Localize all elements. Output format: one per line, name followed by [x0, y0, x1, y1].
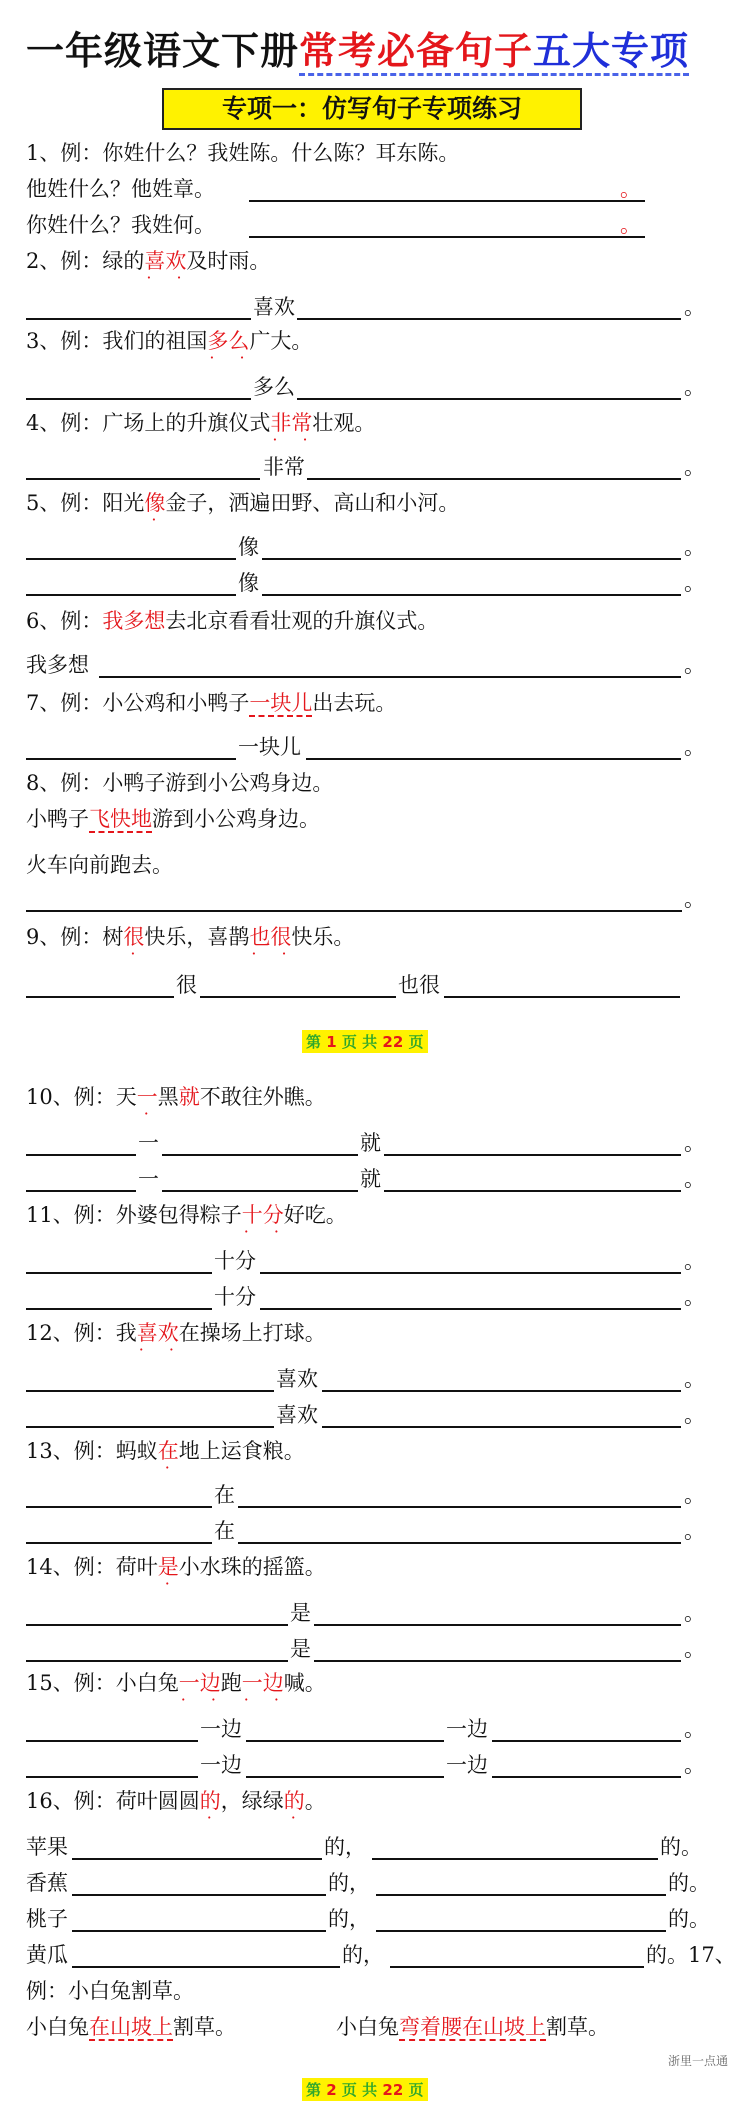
q9-blank-b[interactable]	[200, 996, 396, 998]
footer1-a: 第	[306, 1033, 322, 1051]
q3-prompt	[26, 328, 312, 354]
q10-blank-1b[interactable]	[162, 1154, 358, 1156]
q6-pre: 6、例：	[26, 609, 103, 633]
q15-blank-2a[interactable]	[26, 1776, 198, 1778]
q14-blank-2b[interactable]	[314, 1660, 681, 1662]
q17-a-post: 割草。	[173, 2015, 236, 2039]
q15-blank-1c[interactable]	[492, 1740, 681, 1742]
q1-line1-text: 他姓什么？他姓章。	[26, 177, 215, 201]
q3-pre: 3、例：我们的祖国	[26, 329, 208, 353]
q17-b-post: 割草。	[546, 2015, 609, 2039]
q11-post: 好吃。	[283, 1203, 347, 1227]
q4-prompt	[26, 410, 375, 436]
q11-key: 十分 · ·	[242, 1203, 284, 1227]
q12-blank-1a[interactable]	[26, 1390, 274, 1392]
q8-example	[26, 806, 320, 832]
q10-prompt	[26, 1084, 326, 1110]
q16-blank-2a[interactable]	[72, 1894, 326, 1896]
q8-ex-key: 飞快地	[89, 807, 152, 831]
q17-example-a	[26, 2014, 236, 2040]
footer1-c: 页	[408, 1033, 424, 1051]
q12-pre: 12、例：我	[26, 1321, 137, 1345]
q10-post: 不敢往外瞧。	[199, 1085, 326, 1109]
q5-period-1: 。	[684, 535, 705, 559]
q8-blank[interactable]	[26, 910, 682, 912]
q10-blank-1a[interactable]	[26, 1154, 136, 1156]
q11-period-1: 。	[684, 1249, 705, 1273]
q13-blank-1b[interactable]	[238, 1506, 681, 1508]
q10-mid: 黑	[157, 1085, 179, 1109]
q6-prompt	[26, 608, 438, 634]
q7-key: 一块儿	[249, 691, 313, 715]
q15-post: 喊。	[283, 1671, 326, 1695]
q1-answer-line-1[interactable]	[249, 200, 645, 202]
q16-end-2: 的。	[668, 1871, 710, 1895]
footer2-a: 第	[306, 2081, 322, 2099]
q9-key1: 很	[123, 925, 145, 949]
q11-blank-2a[interactable]	[26, 1308, 212, 1310]
q16-item-4: 黄瓜	[26, 1943, 68, 1967]
q14-blank-1b[interactable]	[314, 1624, 681, 1626]
q11-pre: 11、例：外婆包得粽子	[26, 1203, 242, 1227]
q15-word-1b: 一边	[446, 1717, 488, 1741]
q14-period-1: 。	[684, 1601, 705, 1625]
q12-blank-1b[interactable]	[322, 1390, 681, 1392]
q16-mid: ，绿绿	[220, 1789, 284, 1813]
page-title	[26, 20, 689, 75]
q12-blank-2a[interactable]	[26, 1426, 274, 1428]
q13-blank-2b[interactable]	[238, 1542, 681, 1544]
q13-prompt	[26, 1438, 305, 1464]
q10-word2-1: 就	[360, 1131, 381, 1155]
q14-prompt	[26, 1554, 326, 1580]
q9-mid: 快乐，喜鹊	[144, 925, 250, 949]
q16-de-2: 的，	[328, 1871, 370, 1895]
q17-example-b	[336, 2014, 609, 2040]
footer2-total: 22	[382, 2081, 404, 2099]
q10-word1-1: 一	[138, 1131, 159, 1155]
q13-period-1: 。	[684, 1483, 705, 1507]
q2-blank-a[interactable]	[26, 318, 251, 320]
q16-blank-1a[interactable]	[72, 1858, 322, 1860]
q5-prompt	[26, 490, 459, 516]
q12-key: 喜欢 · ·	[137, 1321, 179, 1345]
q16-end-1: 的。	[660, 1835, 702, 1859]
q16-pre: 16、例：荷叶圆圆	[26, 1789, 200, 1813]
q14-word-1: 是	[290, 1601, 311, 1625]
q16-blank-1b[interactable]	[372, 1858, 658, 1860]
q13-word-2: 在	[214, 1519, 235, 1543]
q4-word: 非常	[263, 455, 305, 479]
q14-blank-2a[interactable]	[26, 1660, 288, 1662]
q3-post: 广大。	[249, 329, 313, 353]
q4-blank-a[interactable]	[26, 478, 260, 480]
q3-period: 。	[684, 375, 705, 399]
q1-prompt: 1、例：你姓什么？我姓陈。什么陈？耳东陈。	[26, 141, 460, 165]
q7-period: 。	[684, 735, 705, 759]
q16-end-3: 的。	[668, 1907, 710, 1931]
q10-period-1: 。	[684, 1131, 705, 1155]
q6-blank[interactable]	[99, 676, 681, 678]
q15-word-2b: 一边	[446, 1753, 488, 1777]
q2-prompt	[26, 248, 270, 274]
q11-blank-2b[interactable]	[260, 1308, 681, 1310]
q15-word-2a: 一边	[200, 1753, 242, 1777]
q16-blank-3b[interactable]	[376, 1930, 666, 1932]
q12-period-2: 。	[684, 1403, 705, 1427]
q4-pre: 4、例：广场上的升旗仪式	[26, 411, 271, 435]
q16-blank-4a[interactable]	[72, 1966, 340, 1968]
q7-pre: 7、例：小公鸡和小鸭子	[26, 691, 250, 715]
footer2-b: 页 共	[341, 2081, 378, 2099]
q10-key2: 就	[178, 1085, 200, 1109]
q8-ex-pre: 小鸭子	[26, 807, 89, 831]
title-part-five: 五大专项	[533, 29, 689, 76]
q9-blank-c[interactable]	[444, 996, 680, 998]
section-banner: 专项一：仿写句子专项练习	[162, 88, 582, 130]
q13-key: 在	[157, 1439, 179, 1463]
q15-word-1a: 一边	[200, 1717, 242, 1741]
q6-period: 。	[684, 653, 705, 677]
q16-prompt	[26, 1788, 326, 1814]
q10-key1: 一	[136, 1085, 158, 1109]
q5-word-1: 像	[238, 535, 259, 559]
q11-prompt	[26, 1202, 347, 1228]
page-footer-1	[302, 1030, 428, 1053]
q4-blank-b[interactable]	[307, 478, 681, 480]
q15-blank-1b[interactable]	[246, 1740, 444, 1742]
q7-word: 一块儿	[238, 735, 301, 759]
q1-line2-period: 。	[620, 213, 641, 237]
q10-period-2: 。	[684, 1167, 705, 1191]
q16-blank-4b[interactable]	[390, 1966, 644, 1968]
q1-line1-period: 。	[620, 177, 641, 201]
q8-prompt: 8、例：小鸭子游到小公鸡身边。	[26, 771, 334, 795]
q13-post: 地上运食粮。	[178, 1439, 305, 1463]
q8-task: 火车向前跑去。	[26, 853, 173, 877]
q16-de-3: 的，	[328, 1907, 370, 1931]
q6-key: 我多想	[102, 609, 166, 633]
q10-blank-2a[interactable]	[26, 1190, 136, 1192]
q7-blank-b[interactable]	[306, 758, 681, 760]
q2-pre: 2、例：绿的	[26, 249, 145, 273]
q9-blank-a[interactable]	[26, 996, 174, 998]
q5-key: 像	[144, 491, 166, 515]
q10-blank-2b[interactable]	[162, 1190, 358, 1192]
q17-prompt: 例：小白兔割草。	[26, 1979, 194, 2003]
q15-period-2: 。	[684, 1753, 705, 1777]
q15-blank-2c[interactable]	[492, 1776, 681, 1778]
q10-pre: 10、例：天	[26, 1085, 137, 1109]
q12-prompt	[26, 1320, 326, 1346]
q12-period-1: 。	[684, 1367, 705, 1391]
q4-key: 非常 · ·	[270, 411, 312, 435]
q14-pre: 14、例：荷叶	[26, 1555, 158, 1579]
q16-end-4-de: 的。	[646, 1943, 688, 1967]
q15-mid: 跑	[220, 1671, 242, 1695]
q15-key1: 一边 · ·	[179, 1671, 221, 1695]
q16-end-4	[646, 1942, 736, 1968]
q14-key: 是	[157, 1555, 179, 1579]
q2-key: 喜欢 · ·	[144, 249, 186, 273]
q17-number: 17、	[688, 1943, 736, 1967]
q3-key: 多么 · ·	[207, 329, 249, 353]
q2-blank-b[interactable]	[297, 318, 681, 320]
q10-word2-2: 就	[360, 1167, 381, 1191]
q4-period: 。	[684, 455, 705, 479]
q15-key2: 一边 · ·	[242, 1671, 284, 1695]
q5-blank-1a[interactable]	[26, 558, 236, 560]
q16-item-3: 桃子	[26, 1907, 68, 1931]
q14-post: 小水珠的摇篮。	[178, 1555, 326, 1579]
q1-line2-text: 你姓什么？我姓何。	[26, 213, 215, 237]
q7-blank-a[interactable]	[26, 758, 236, 760]
q17-b-key: 弯着腰在山坡上	[399, 2015, 546, 2039]
q15-blank-2b[interactable]	[246, 1776, 444, 1778]
q3-blank-a[interactable]	[26, 398, 251, 400]
q10-blank-2c[interactable]	[384, 1190, 681, 1192]
q9-post: 快乐。	[291, 925, 355, 949]
q11-word-2: 十分	[214, 1285, 256, 1309]
q14-word-2: 是	[290, 1637, 311, 1661]
q17-a-pre: 小白兔	[26, 2015, 89, 2039]
q10-word1-2: 一	[138, 1167, 159, 1191]
q5-word-2: 像	[238, 571, 259, 595]
q9-prompt	[26, 924, 354, 950]
q5-pre: 5、例：阳光	[26, 491, 145, 515]
title-part-sentences: 常考必备句子	[299, 29, 533, 76]
q16-key1: 的	[199, 1789, 221, 1813]
q10-blank-1c[interactable]	[384, 1154, 681, 1156]
footer2-c: 页	[408, 2081, 424, 2099]
q16-de-4: 的，	[342, 1943, 384, 1967]
footer1-b: 页 共	[341, 1033, 378, 1051]
q17-a-key: 在山坡上	[89, 2015, 173, 2039]
q2-word: 喜欢	[253, 295, 295, 319]
q14-blank-1a[interactable]	[26, 1624, 288, 1626]
footer1-page: 1	[326, 1033, 337, 1051]
q13-blank-1a[interactable]	[26, 1506, 212, 1508]
watermark: 浙里一点通	[668, 2054, 729, 2068]
q5-period-2: 。	[684, 571, 705, 595]
q16-blank-2b[interactable]	[376, 1894, 666, 1896]
q5-blank-2b[interactable]	[262, 594, 681, 596]
q9-key2: 也很 · ·	[249, 925, 291, 949]
q3-word: 多么	[253, 375, 295, 399]
q16-blank-3a[interactable]	[72, 1930, 326, 1932]
q13-blank-2a[interactable]	[26, 1542, 212, 1544]
q16-item-2: 香蕉	[26, 1871, 68, 1895]
q11-word-1: 十分	[214, 1249, 256, 1273]
title-part-grade: 一年级语文下册	[26, 29, 300, 73]
q17-b-pre: 小白兔	[336, 2015, 399, 2039]
q6-word: 我多想	[26, 653, 89, 677]
q8-period: 。	[684, 887, 705, 911]
q9-word1: 很	[176, 973, 197, 997]
q6-post: 去北京看看壮观的升旗仪式。	[165, 609, 439, 633]
q3-blank-b[interactable]	[297, 398, 681, 400]
q15-pre: 15、例：小白兔	[26, 1671, 179, 1695]
q2-post: 及时雨。	[186, 249, 271, 273]
q4-post: 壮观。	[312, 411, 376, 435]
footer2-page: 2	[326, 2081, 337, 2099]
q15-prompt	[26, 1670, 326, 1696]
q16-key2: 的	[283, 1789, 305, 1813]
q16-de-1: 的，	[324, 1835, 366, 1859]
q11-blank-1a[interactable]	[26, 1272, 212, 1274]
q5-blank-1b[interactable]	[262, 558, 681, 560]
q7-prompt	[26, 690, 396, 716]
q12-blank-2b[interactable]	[322, 1426, 681, 1428]
q5-post: 金子，洒遍田野、高山和小河。	[165, 491, 460, 515]
q11-blank-1b[interactable]	[260, 1272, 681, 1274]
q12-post: 在操场上打球。	[178, 1321, 326, 1345]
q16-item-1: 苹果	[26, 1835, 68, 1859]
q9-word2: 也很	[398, 973, 440, 997]
q15-period-1: 。	[684, 1717, 705, 1741]
q5-blank-2a[interactable]	[26, 594, 236, 596]
footer1-total: 22	[382, 1033, 404, 1051]
q15-blank-1a[interactable]	[26, 1740, 198, 1742]
q9-pre: 9、例：树	[26, 925, 124, 949]
q13-period-2: 。	[684, 1519, 705, 1543]
q11-period-2: 。	[684, 1285, 705, 1309]
q13-word-1: 在	[214, 1483, 235, 1507]
q1-answer-line-2[interactable]	[249, 236, 645, 238]
q2-period: 。	[684, 295, 705, 319]
q13-pre: 13、例：蚂蚁	[26, 1439, 158, 1463]
q12-word-2: 喜欢	[276, 1403, 318, 1427]
q7-post: 出去玩。	[312, 691, 397, 715]
q12-word-1: 喜欢	[276, 1367, 318, 1391]
page-footer-2	[302, 2078, 428, 2101]
q14-period-2: 。	[684, 1637, 705, 1661]
q8-ex-post: 游到小公鸡身边。	[152, 807, 320, 831]
q16-post: 。	[304, 1789, 326, 1813]
